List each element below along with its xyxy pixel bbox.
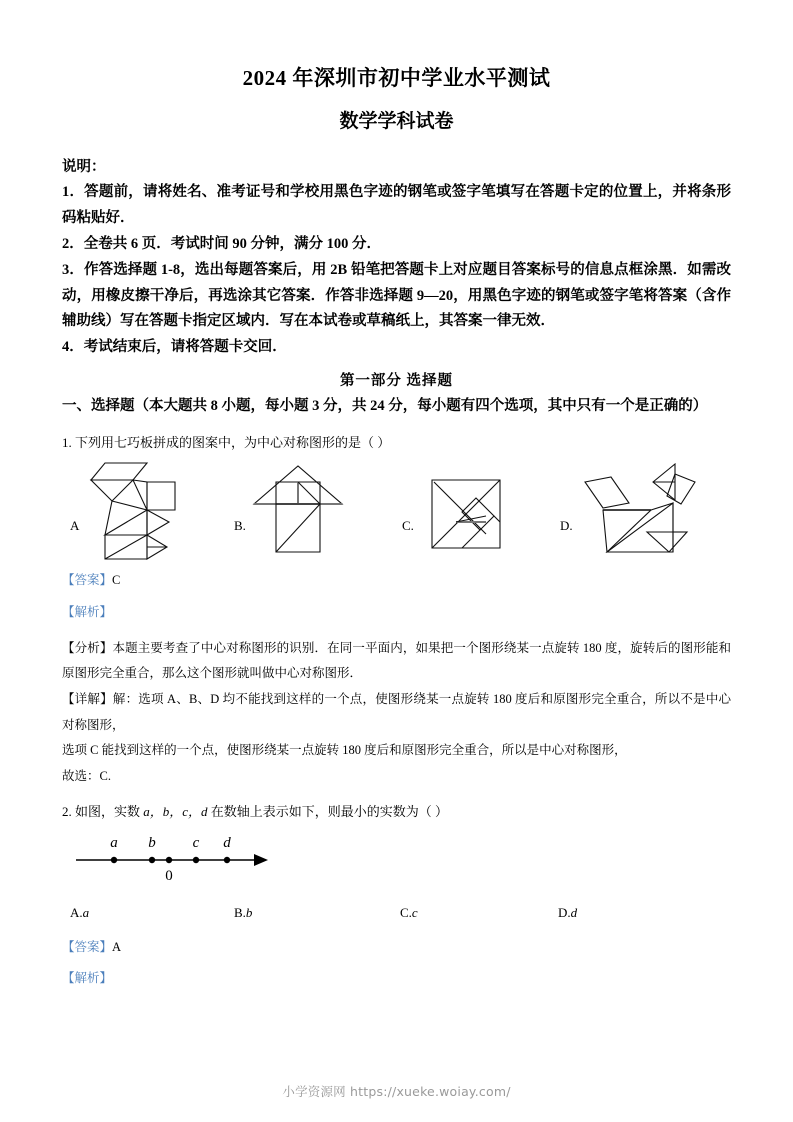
option-d-value: d	[570, 904, 578, 920]
instructions-label: 说明：	[62, 158, 106, 175]
question-2-option-b[interactable]	[234, 905, 252, 921]
instruction-item-1: 1．答题前，请将姓名、准考证号和学校用黑色字迹的钢笔或签字笔填写在答题卡定的位置上，并将条形码粘贴好．	[62, 184, 731, 227]
question-2-number: 2.	[62, 804, 72, 820]
option-a-prefix: A.	[70, 904, 83, 920]
option-d-figure[interactable]	[560, 460, 697, 560]
number-line-label-d: d	[223, 834, 231, 851]
question-1-answer	[62, 570, 731, 592]
page-subtitle: 数学学科试卷	[339, 111, 454, 133]
option-b-figure[interactable]	[234, 460, 346, 560]
option-c-figure[interactable]	[402, 460, 514, 560]
option-d-label: D.	[560, 517, 573, 533]
analysis-paragraph-4: 故选：C.	[62, 768, 111, 783]
question-2-answer	[62, 937, 731, 959]
option-d-prefix: D.	[558, 904, 571, 920]
question-1-text: 下列用七巧板拼成的图案中，为中心对称图形的是（ ）	[75, 434, 391, 450]
option-c-label: C.	[402, 517, 414, 533]
question-1-analysis-tag	[62, 602, 731, 624]
question-1-analysis-body	[62, 636, 731, 790]
analysis-paragraph-2: 【详解】解：选项 A、B、D 均不能找到这样的一个点，使图形绕某一点旋转 180 度后和原图形完全重合，所以不是中心对称图形，	[62, 691, 731, 732]
option-b-label: B.	[234, 517, 246, 533]
option-a-value: a	[82, 904, 90, 920]
analysis-tag: 【解析】	[62, 604, 113, 619]
section-heading: 一、选择题（本大题共 8 小题，每小题 3 分，共 24 分，每小题有四个选项，其中只有一个是正确的）	[62, 398, 708, 415]
answer-value: C	[112, 572, 121, 587]
option-a-label: A	[70, 517, 80, 533]
option-b-prefix: B.	[234, 904, 246, 920]
number-line-label-b: b	[148, 834, 156, 851]
question-2-options	[62, 905, 731, 927]
tangram-rabbit-icon	[83, 460, 179, 560]
question-2-option-d[interactable]	[558, 905, 577, 921]
instructions-block	[62, 156, 731, 361]
question-1-stem	[62, 432, 731, 454]
question-1-number: 1.	[62, 434, 72, 450]
instruction-item-4: 4．考试结束后，请将答题卡交回．	[62, 339, 287, 356]
number-line-origin-label: 0	[165, 867, 173, 884]
answer-tag: 【答案】	[62, 939, 113, 954]
question-2-variables: a，b，c，d	[143, 804, 208, 820]
option-c-value: c	[411, 904, 418, 920]
question-2-text-pre: 如图，实数	[75, 804, 144, 820]
question-2-option-a[interactable]	[70, 905, 89, 921]
page-title: 2024 年深圳市初中学业水平测试	[242, 66, 551, 90]
instruction-item-3: 3．作答选择题 1-8，选出每题答案后，用 2B 铅笔把答题卡上对应题目答案标号的信息点框涂黑．如需改动，用橡皮擦干净后，再选涂其它答案．作答非选择题 9—20，用黑色字迹的钢笔或签字笔将答案（含作辅助线）写在答题卡指定区域内．写在本试卷或草稿纸上，其答案一律无效．	[62, 261, 731, 330]
question-2-analysis-tag	[62, 968, 731, 990]
analysis-paragraph-3: 选项 C 能找到这样的一个点，使图形绕某一点旋转 180 度后和原图形完全重合，所以是中心对称图形，	[62, 743, 627, 758]
number-line-label-a: a	[110, 834, 118, 851]
part-heading: 第一部分 选择题	[339, 373, 454, 390]
option-c-prefix: C.	[400, 904, 412, 920]
answer-tag: 【答案】	[62, 572, 113, 587]
analysis-tag: 【解析】	[62, 971, 113, 986]
option-a-figure[interactable]	[70, 460, 179, 560]
question-2-option-c[interactable]	[400, 905, 418, 921]
question-1-figures	[62, 460, 731, 560]
number-line-label-c: c	[192, 834, 200, 851]
number-line-icon	[72, 830, 282, 892]
option-b-value: b	[245, 904, 253, 920]
question-2-stem	[62, 801, 731, 823]
tangram-dog-icon	[577, 460, 697, 560]
watermark: 小学资源网 https://xueke.woiay.com/	[282, 1084, 511, 1099]
tangram-square-icon	[418, 460, 514, 560]
question-2-text-post: 在数轴上表示如下，则最小的实数为（ ）	[207, 804, 449, 820]
analysis-paragraph-1: 【分析】本题主要考查了中心对称图形的识别．在同一平面内，如果把一个图形绕某一点旋转 180 度，旋转后的图形能和原图形完全重合，那么这个图形就叫做中心对称图形．	[62, 640, 731, 681]
tangram-house-icon	[250, 460, 346, 560]
question-2-number-line	[72, 830, 731, 897]
instruction-item-2: 2．全卷共 6 页．考试时间 90 分钟，满分 100 分．	[62, 236, 381, 253]
answer-value: A	[112, 939, 122, 954]
